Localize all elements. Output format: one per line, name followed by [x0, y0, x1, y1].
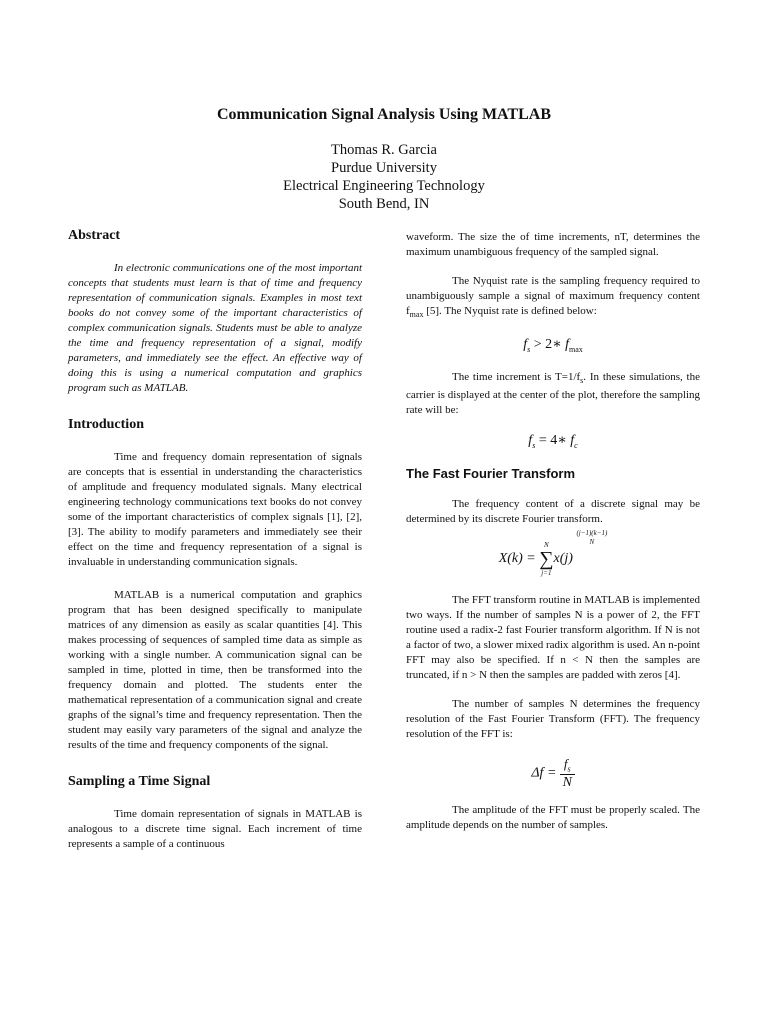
summation-symbol: N ∑ j=1	[539, 540, 554, 577]
dft-equation: X(k) = N ∑ j=1 x(j) (j−1)(k−1) N	[406, 537, 700, 581]
abstract-heading: Abstract	[68, 228, 121, 243]
introduction-paragraph-1: Time and frequency domain representation of signals are concepts that is essential in understanding the characteristics of amplitude and frequency modulated signals. Many electrical engineering technology communications text books do not convey some of the important characteristics of complex signals [1], [2], [3]. The ability to modify parameters and immediately see their effect on the time and frequency representation of a signal is invaluable in understanding communication signals.	[68, 451, 362, 568]
frequency-resolution-equation: Δf = $\frac{f_s}{N}$	[406, 756, 700, 791]
sampling-paragraph-1: Time domain representation of signals in MATLAB is analogous to a discrete time signal. Each increment of time represents a sample of a continuous	[68, 808, 362, 850]
time-increment-paragraph: The time increment is $T=1/f_s$. In these simulations, the carrier is displayed at the center of the plot, therefore the sampling rate will be:	[406, 370, 700, 417]
author-department: Electrical Engineering Technology	[283, 178, 485, 194]
author-institution: Purdue University	[331, 160, 437, 176]
sampling-heading: Sampling a Time Signal	[68, 774, 211, 789]
right-column	[406, 230, 700, 833]
fft-paragraph-1: The frequency content of a discrete signal may be determined by its discrete Fourier transform.	[406, 497, 700, 525]
introduction-paragraph-2: MATLAB is a numerical computation and graphics program that has been designed specifically to manipulate matrices of any dimension as easily as scalar quantities [4]. This makes processing of sequences of sampled time data as simple as working with a single number. A communication signal can be sampled in time, plotted in time, then be transformed into the frequency domain and plotted. The students enter the mathematical representation of a communication signal and create graphs of the signal’s time and frequency representation. Then the student may easily vary parameters of the signal and analyze the results of the time and frequency components of the signal.	[68, 589, 362, 751]
paper-title: Communication Signal Analysis Using MATLAB	[217, 106, 551, 123]
author-location: South Bend, IN	[338, 196, 430, 212]
fft-paragraph-3: The number of samples N determines the frequency resolution of the Fast Fourier Transform (FFT). The frequency resolution of the FFT is:	[406, 697, 700, 740]
dft-exponent: (j−1)(k−1) N	[576, 528, 608, 546]
fft-paragraph-4: The amplitude of the FFT must be properly scaled. The amplitude depends on the number of samples.	[406, 803, 700, 831]
fft-paragraph-2: The FFT transform routine in MATLAB is implemented two ways. If the number of samples N is a power of 2, the FFT routine used a radix-2 fast Fourier transform algorithm. If N is not a factor of two, a slower mixed radix algorithm is used. An n-point FFT may also be specified. If n < N then the samples are truncated, if n > N then the samples are padded with zeros [4].	[406, 593, 700, 681]
left-column	[68, 228, 362, 852]
nyquist-paragraph: The Nyquist rate is the sampling frequency required to unambiguously sample a signal of maximum frequency content $f_{max}$ [5]. The Nyquist rate is defined below:	[406, 275, 700, 320]
fft-heading: The Fast Fourier Transform	[406, 465, 576, 481]
sampling-paragraph-2: waveform. The size the of time increments, nT, determines the maximum unambiguous frequency of the sampled signal.	[406, 231, 700, 258]
sampling-rate-equation: $f_s$ = 4∗ $f_c$	[528, 433, 578, 450]
author-name: Thomas R. Garcia	[331, 142, 437, 158]
author-block	[0, 141, 768, 213]
nyquist-equation: $f_s$ > 2∗ $f_{max}$	[523, 337, 583, 354]
abstract-text: In electronic communications one of the most important concepts that students must learn is that of time and frequency representation of communication signals. Examples in most text books do not convey some of the important characteristics of complex communication signals. Students must be able to analyze the time and frequency representation of a signal, modify parameters, and immediately see the effect. An effective way of doing this is using a numerical computation and graphics program such as MATLAB.	[68, 262, 362, 394]
introduction-heading: Introduction	[68, 417, 144, 432]
